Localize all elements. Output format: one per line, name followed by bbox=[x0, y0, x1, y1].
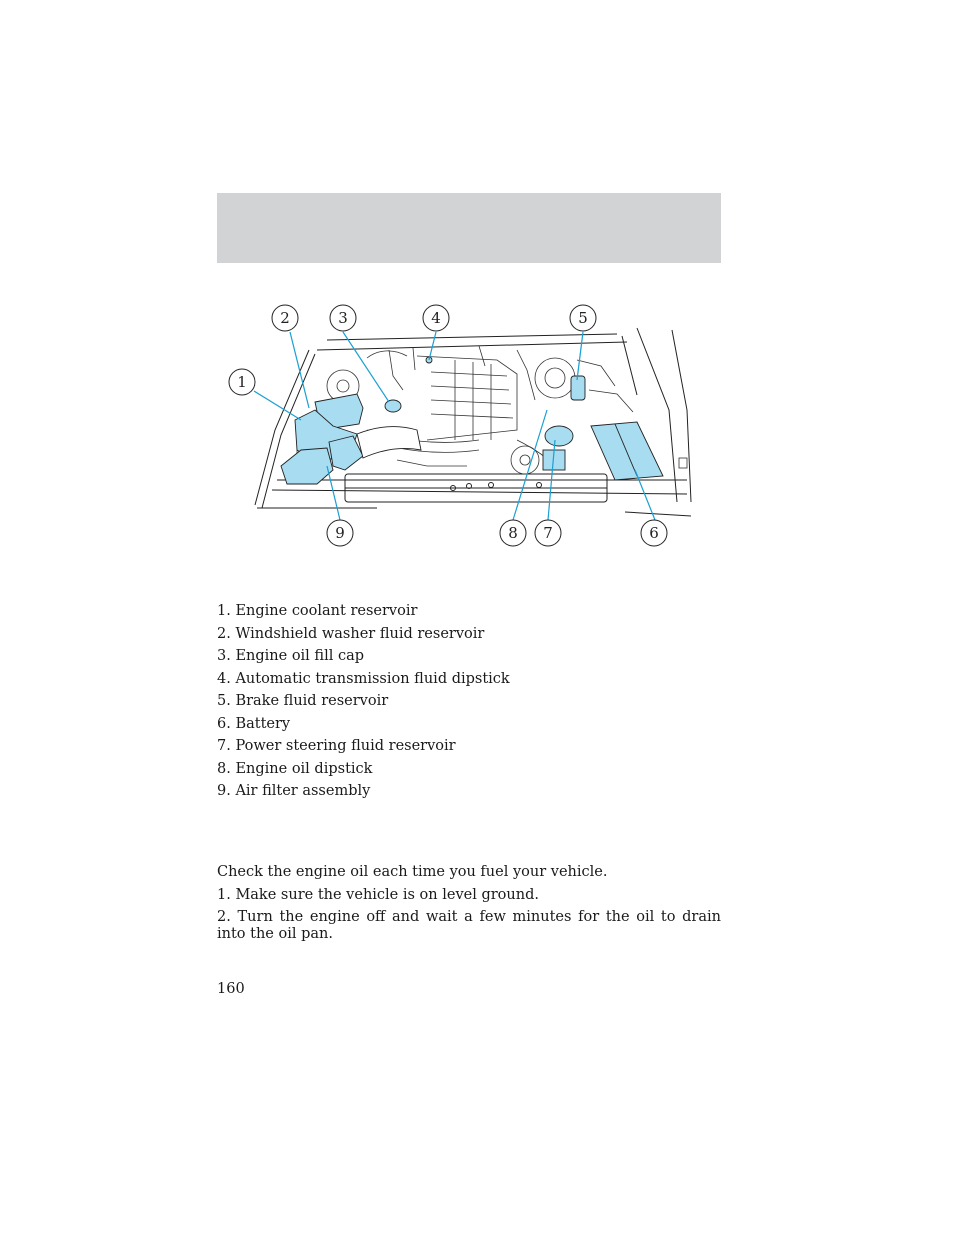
legend-item: 3. Engine oil fill cap bbox=[217, 648, 365, 664]
component-legend bbox=[217, 600, 721, 803]
legend-item: 1. Engine coolant reservoir bbox=[217, 603, 418, 619]
oil-check-instructions bbox=[217, 864, 721, 949]
brake-reservoir-shape bbox=[571, 376, 585, 400]
section-header-band bbox=[217, 193, 721, 263]
legend-item: 7. Power steering fluid reservoir bbox=[217, 738, 456, 754]
svg-text:5: 5 bbox=[578, 309, 588, 327]
svg-text:4: 4 bbox=[431, 309, 441, 327]
power-steering-reservoir-shape bbox=[545, 426, 573, 446]
battery-shape bbox=[591, 422, 663, 480]
legend-item: 6. Battery bbox=[217, 715, 291, 732]
callout-2 bbox=[272, 305, 298, 331]
svg-text:3: 3 bbox=[338, 309, 348, 327]
callout-4 bbox=[423, 305, 449, 331]
highlighted-components bbox=[281, 357, 663, 484]
radiator-support bbox=[345, 474, 607, 502]
svg-text:9: 9 bbox=[335, 524, 345, 542]
svg-text:8: 8 bbox=[508, 524, 518, 542]
page-number: 160 bbox=[217, 981, 245, 997]
legend-item: 9. Air filter assembly bbox=[217, 783, 371, 799]
callout-6 bbox=[641, 520, 667, 546]
svg-text:1: 1 bbox=[237, 373, 247, 391]
air-filter-shape bbox=[281, 448, 333, 484]
callout-5 bbox=[570, 305, 596, 331]
callout-3 bbox=[330, 305, 356, 331]
callout-1 bbox=[229, 369, 255, 395]
callout-7 bbox=[535, 520, 561, 546]
callout-9 bbox=[327, 520, 353, 546]
legend-item: 8. Engine oil dipstick bbox=[217, 760, 373, 777]
svg-text:2: 2 bbox=[280, 309, 290, 327]
engine-compartment-diagram bbox=[217, 290, 721, 560]
callout-8 bbox=[500, 520, 526, 546]
oil-fill-cap-shape bbox=[385, 400, 401, 412]
step-1: 1. Make sure the vehicle is on level ground. bbox=[217, 886, 539, 903]
legend-item: 2. Windshield washer fluid reservoir bbox=[217, 625, 485, 642]
step-2: 2. Turn the engine off and wait a few minutes for the oil to drain into the oil pan. bbox=[217, 909, 721, 942]
legend-item: 4. Automatic transmission fluid dipstick bbox=[217, 670, 510, 687]
svg-text:6: 6 bbox=[649, 524, 659, 542]
intro-paragraph: Check the engine oil each time you fuel your vehicle. bbox=[217, 864, 608, 880]
svg-text:7: 7 bbox=[543, 524, 553, 542]
legend-item: 5. Brake fluid reservoir bbox=[217, 693, 389, 709]
